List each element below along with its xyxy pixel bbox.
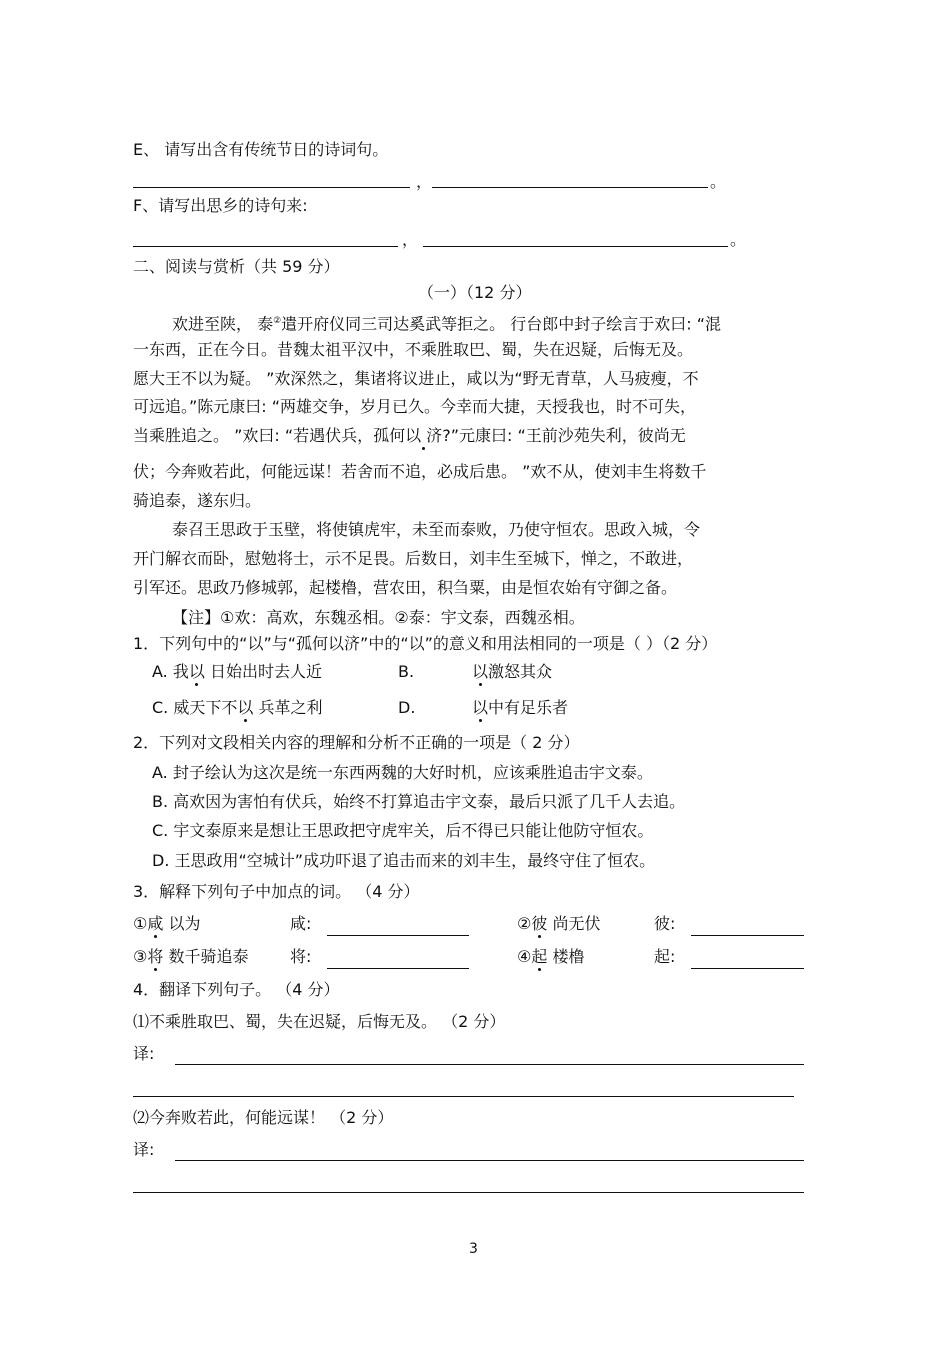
section-heading: 二、阅读与赏析（共 59 分） [133,257,340,276]
word-label: 起: [654,947,676,966]
question-2-stem: 2．下列对文段相关内容的理解和分析不正确的一项是（ 2 分） [133,733,580,752]
option-d[interactable]: 以中有足乐者 [472,698,569,717]
option-c[interactable]: C. 威天下不以 兵革之利 [152,698,323,717]
word-item-4: ④起 楼橹 [517,947,585,966]
period: 。 [730,230,747,249]
passage-title: （一）（12 分） [418,283,532,302]
option-d-label[interactable]: D. [398,698,416,717]
passage-note: 【注】①欢：高欢，东魏丞相。②泰：宇文泰，西魏丞相。 [172,608,585,627]
word-item-1: ①咸 以为 [133,914,201,933]
question-3-stem: 3．解释下列句子中加点的词。 （4 分） [133,882,420,901]
translate-sentence-2: ⑵今奔败若此，何能远谋！ （2 分） [133,1108,394,1127]
option-b[interactable]: 以激怒其众 [472,662,553,681]
word-label: 咸: [290,914,312,933]
passage-line: 可远追。”陈元康曰: “两雄交争，岁月已久。今幸而大捷，天授我也，时不可失， [133,397,697,416]
word-item-2: ②彼 尚无伏 [517,914,601,933]
question-f-prompt: F、请写出思乡的诗句来: [133,196,308,215]
option-a[interactable]: A. 封子绘认为这次是统一东西两魏的大好时机，应该乘胜追击宇文泰。 [152,763,653,782]
question-e-prompt: E、 请写出含有传统节日的诗词句。 [133,140,389,159]
answer-line[interactable] [133,1096,794,1097]
answer-line[interactable] [133,1192,804,1193]
passage-line: 泰召王思政于玉壁，将使镇虎牢，未至而泰败，乃使守恒农。思政入城，令 [172,520,701,539]
answer-line-f2[interactable] [423,246,728,247]
comma: ， [402,230,419,249]
answer-line-e1[interactable] [133,187,410,188]
word-label: 彼: [654,914,676,933]
footnote-mark: ② [273,316,282,326]
translate-label: 译: [133,1140,155,1159]
option-b[interactable]: B. 高欢因为害怕有伏兵，始终不打算追击宇文泰，最后只派了几千人去追。 [152,792,686,811]
page-number: 3 [469,1241,478,1257]
option-a[interactable]: A. 我以 日始出时去人近 [152,662,322,681]
passage-line: 伏；今奔败若此，何能远谋！若舍而不追，必成后患。 ”欢不从，使刘丰生将数千 [133,462,707,481]
answer-line[interactable] [691,935,804,936]
emphasis-dot [421,426,426,445]
question-4-stem: 4．翻译下列句子。 （4 分） [133,980,340,999]
passage-line: 愿大王不以为疑。 ”欢深然之，集诸将议进止，咸以为“野无青草，人马疲瘦，不 [133,369,699,388]
comma: ， [416,172,433,191]
option-b-label[interactable]: B. [398,662,415,681]
passage-line: 欢进至陕， 泰②遣开府仪同三司达奚武等拒之。 行台郎中封子绘言于欢曰: “混 [172,314,722,334]
answer-line[interactable] [175,1064,804,1065]
answer-line[interactable] [175,1160,804,1161]
answer-line[interactable] [691,968,804,969]
answer-line-f1[interactable] [133,246,398,247]
passage-line: 当乘胜追之。 ”欢曰: “若遇伏兵，孤何以 济?”元康曰: “王前沙苑失利，彼尚无 [133,426,686,445]
passage-line: 开门解衣而卧，慰勉将士，示不足畏。后数日，刘丰生至城下，惮之，不敢进， [133,549,694,568]
option-d[interactable]: D. 王思政用“空城计”成功吓退了追击而来的刘丰生，最终守住了恒农。 [152,851,656,870]
word-item-3: ③将 数千骑追泰 [133,947,249,966]
option-c[interactable]: C. 宇文泰原来是想让王思政把守虎牢关，后不得已只能让他防守恒农。 [152,821,654,840]
answer-line[interactable] [327,968,469,969]
word-label: 将: [290,947,312,966]
passage-line: 引军还。思政乃修城郭，起楼橹，营农田，积刍粟，由是恒农始有守御之备。 [133,578,678,597]
answer-line[interactable] [327,935,469,936]
translate-sentence-1: ⑴不乘胜取巴、蜀，失在迟疑，后悔无及。 （2 分） [133,1012,506,1031]
answer-line-e2[interactable] [432,187,708,188]
period: 。 [710,172,727,191]
translate-label: 译: [133,1044,155,1063]
question-1-stem: 1．下列句中的“以”与“孤何以济”中的“以”的意义和用法相同的一项是（ ）（2 分） [133,634,718,653]
passage-line: 骑追泰，遂东归。 [133,491,262,510]
passage-line: 一东西，正在今日。昔魏太祖平汉中，不乘胜取巴、蜀，失在迟疑，后悔无及。 [133,340,694,359]
